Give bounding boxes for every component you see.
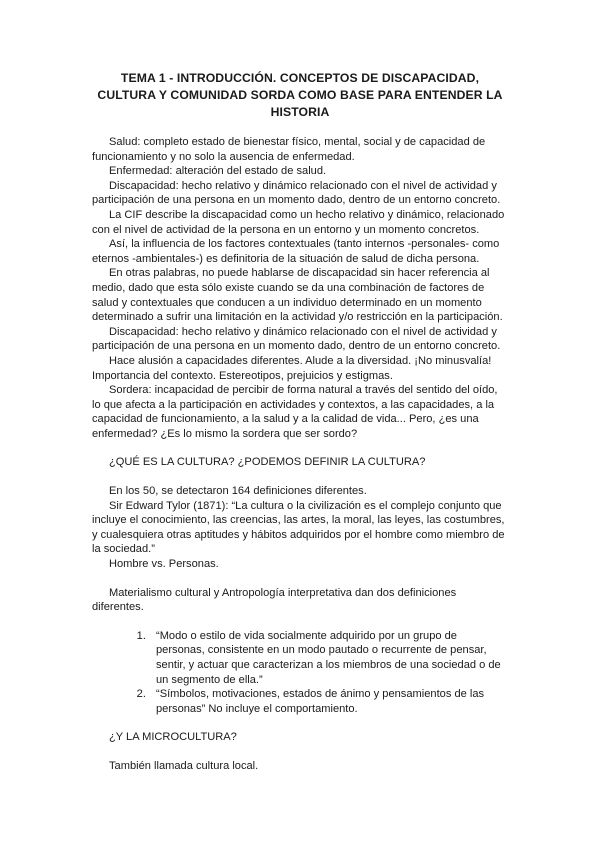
section-heading-microcultura: ¿Y LA MICROCULTURA? [109,731,237,744]
section-heading-cultura: ¿QUÉ ES LA CULTURA? ¿PODEMOS DEFINIR LA CULTURA? [109,456,426,469]
paragraph-cultura-local: También llamada cultura local. [109,759,259,772]
list-item: 2. “Símbolos, motivaciones, estados de ánimo y pensamientos de las personas” No incluye el comportamiento. [149,687,508,716]
paragraph-sordera: Sordera: incapacidad de percibir de forma natural a través del sentido del oído, lo que afecta a la participación en actividades y contextos, a las capacidades, a la capacidad de funcionamiento, a la salud y a la calidad de vida... Pero, ¿es una enfermedad? ¿Es lo mismo la sordera que ser sordo? [92,384,498,440]
paragraph-enfermedad: Enfermedad: alteración del estado de salud. [109,165,327,178]
paragraph-hombre-personas: Hombre vs. Personas. [109,558,219,571]
paragraph-tylor: Sir Edward Tylor (1871): “La cultura o la civilización es el complejo conjunto que incluye el conocimiento, las creencias, las artes, la moral, las leyes, las costumbres, y cualesquiera otras aptitudes y hábitos adquiridos por el hombre como miembro de la sociedad.” [92,499,505,556]
paragraph-otras-palabras: En otras palabras, no puede hablarse de discapacidad sin hacer referencia al medio, dado que esta sólo existe cuando se da una combinación de factores de salud y contextuales que conducen a un individuo determinado en un momento determinado a sufrir una limitación en la actividad y/o restricción en la participación. [92,267,503,324]
list-item: 1. “Modo o estilo de vida socialmente adquirido por un grupo de personas, consistente en un modo pautado o recurrente de pensar, sentir, y actuar que caracterizan a los miembros de una sociedad o de un segmento de ella.” [149,629,508,687]
paragraph-capacidades: Hace alusión a capacidades diferentes. Alude a la diversidad. ¡No minusvalía! Importancia del contexto. Estereotipos, prejuicios y estigmas. [92,354,492,382]
paragraph-definiciones: En los 50, se detectaron 164 definiciones diferentes. [109,485,367,498]
paragraph-factores: Así, la influencia de los factores contextuales (tanto internos -personales- como eternos -ambientales-) es definitoria de la situación de salud de dicha persona. [92,238,500,265]
paragraph-cif: La CIF describe la discapacidad como un hecho relativo y dinámico, relacionado con el nivel de actividad de la persona en un entorno y un momento concretos. [92,208,505,236]
paragraph-discapacidad-2: Discapacidad: hecho relativo y dinámico relacionado con el nivel de actividad y participación de una persona en un momento dado, dentro de un entorno concreto. [92,325,501,353]
document-title: TEMA 1 - INTRODUCCIÓN. CONCEPTOS DE DISCAPACIDAD, CULTURA Y COMUNIDAD SORDA COMO BASE PARA ENTENDER LA HISTORIA [97,71,503,119]
paragraph-materialismo: Materialismo cultural y Antropología interpretativa dan dos definiciones diferentes. [92,586,457,614]
paragraph-salud: Salud: completo estado de bienestar físico, mental, social y de capacidad de funcionamiento y no solo la ausencia de enfermedad. [92,136,486,163]
paragraph-discapacidad: Discapacidad: hecho relativo y dinámico relacionado con el nivel de actividad y participación de una persona en un momento dado, dentro de un entorno concreto. [92,179,501,207]
definitions-list [92,629,508,717]
